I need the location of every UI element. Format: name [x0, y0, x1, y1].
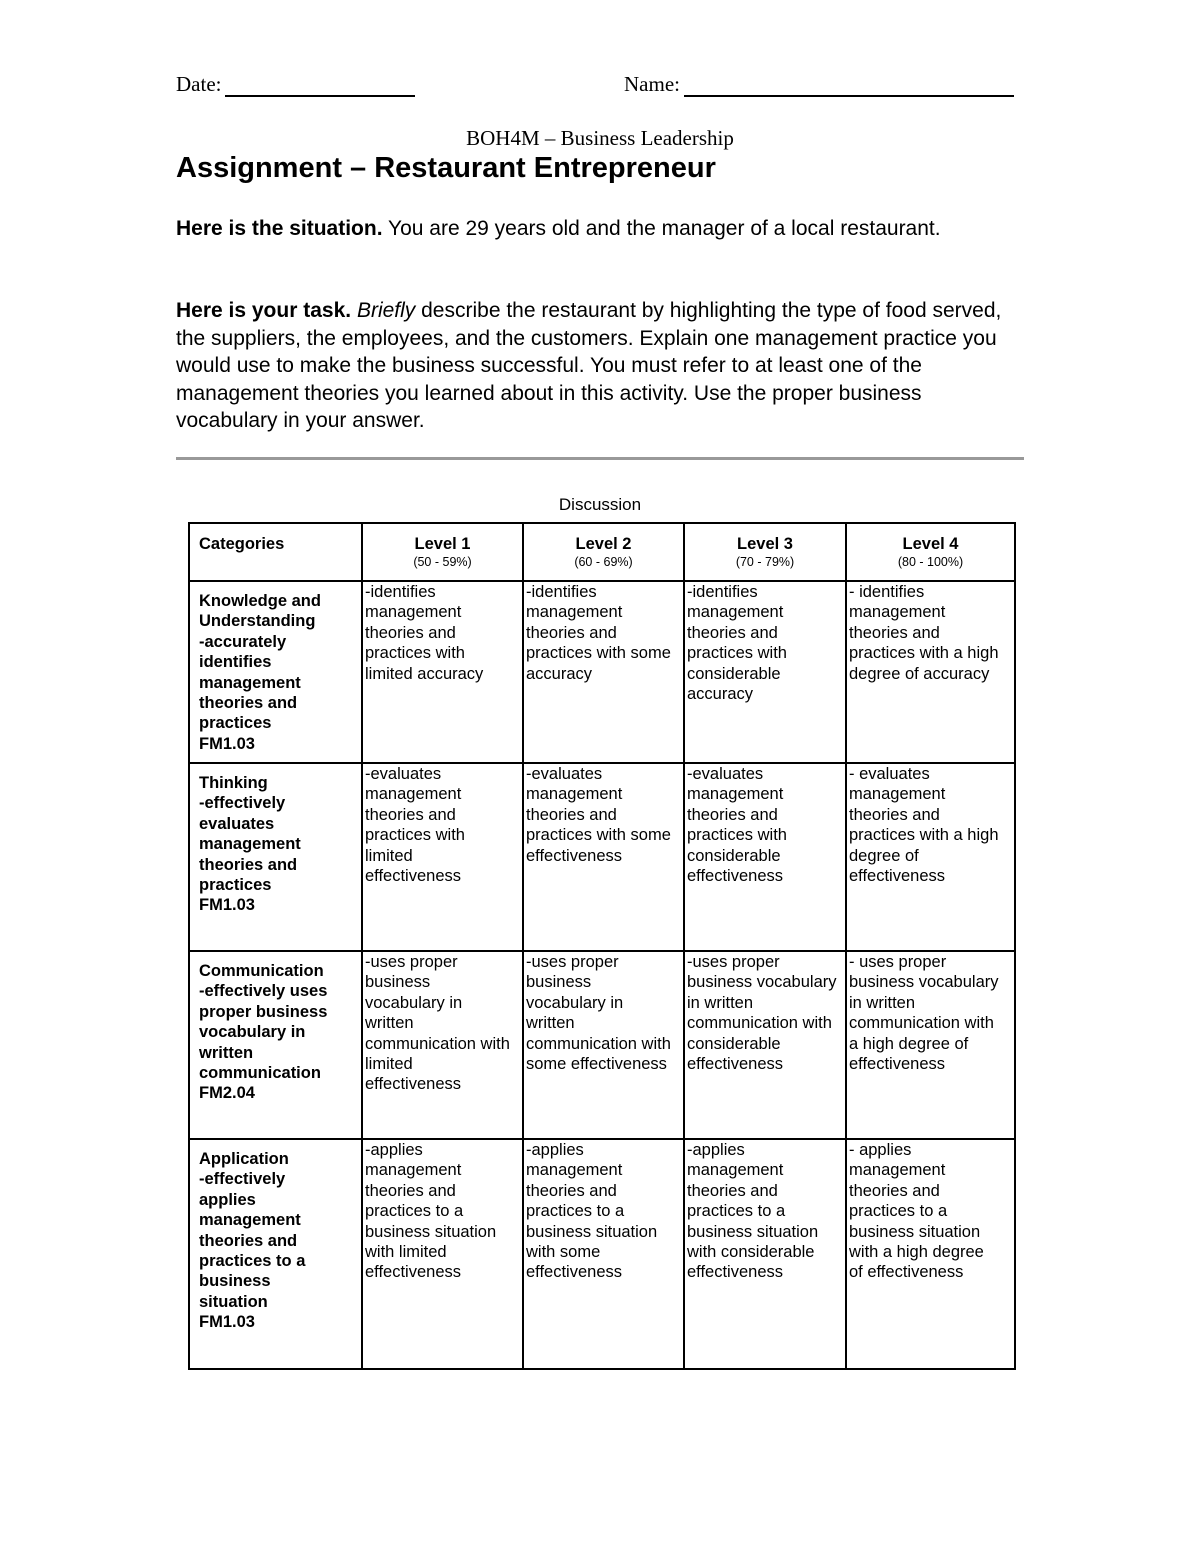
name-field[interactable] [624, 72, 1014, 97]
category-line: FM1.03 [199, 896, 255, 915]
rubric-category [189, 763, 362, 951]
situation-text: You are 29 years old and the manager of a local restaurant. [382, 217, 941, 240]
rubric-cell-level-4 [846, 951, 1015, 1139]
descriptor-line: theories and [365, 623, 456, 642]
category-line: theories and [199, 1231, 298, 1250]
descriptor-line: in written [849, 993, 916, 1012]
rubric-category [189, 951, 362, 1139]
category-line: management [199, 673, 301, 692]
category-line: applies [199, 1190, 256, 1209]
descriptor-line: business [526, 973, 592, 992]
descriptor-line: written [365, 1014, 414, 1033]
task-emphasis: Briefly [356, 299, 416, 322]
rubric-caption: Discussion [558, 495, 642, 514]
descriptor-line: -applies [365, 1141, 423, 1159]
descriptor-line: business situation [365, 1222, 497, 1241]
category-line: identifies [199, 653, 272, 672]
descriptor-line: management [365, 603, 462, 622]
date-field[interactable] [176, 72, 415, 97]
descriptor-line: considerable [687, 664, 781, 683]
descriptor-line: management [687, 603, 784, 622]
descriptor-line: theories and [849, 805, 940, 824]
descriptor-line: practices with some [526, 644, 671, 663]
descriptor-line: with considerable [687, 1243, 815, 1262]
descriptor-line: in written [687, 993, 754, 1012]
rubric-cell-level-2 [523, 763, 684, 951]
descriptor-line: limited [365, 846, 413, 865]
rubric-header-row [189, 523, 1015, 581]
situation-label: Here is the situation. [176, 217, 383, 240]
name-label: Name: [624, 72, 680, 96]
category-line: situation [199, 1292, 268, 1311]
descriptor-line: theories and [849, 623, 940, 642]
category-line: management [199, 1211, 301, 1230]
descriptor-line: management [365, 1161, 462, 1180]
date-label: Date: [176, 72, 222, 96]
descriptor-line: practices with [365, 826, 465, 845]
category-line: -effectively [199, 1170, 286, 1189]
descriptor-line: - evaluates [849, 765, 930, 783]
descriptor-line: business situation [526, 1222, 658, 1241]
descriptor-line: management [687, 1161, 784, 1180]
level-3-range: (70 - 79%) [735, 555, 795, 570]
category-line: theories and [199, 694, 298, 713]
descriptor-line: accuracy [526, 664, 593, 683]
descriptor-line: limited [365, 1055, 413, 1074]
descriptor-line: communication with [365, 1034, 510, 1053]
rubric-row [189, 1139, 1015, 1369]
rubric-cell-level-3 [684, 581, 846, 763]
descriptor-line: practices with [687, 644, 787, 663]
descriptor-line: effectiveness [687, 1263, 784, 1282]
descriptor-line: practices to a [687, 1202, 786, 1221]
descriptor-line: management [849, 603, 946, 622]
section-divider [176, 457, 1024, 460]
descriptor-line: management [687, 785, 784, 804]
name-blank-line[interactable] [684, 73, 1014, 97]
descriptor-line: -applies [687, 1141, 745, 1159]
task-text: describe the restaurant by highlighting the type of food served, the suppliers, the employees, and the customers. Explain one management practice you would use to make the business successful. You must refer to at least one of the management theories you learned about in this activity. Use the proper business vocabulary in your answer. [176, 299, 1002, 432]
descriptor-line: limited accuracy [365, 664, 484, 683]
rubric-cell-level-1 [362, 763, 523, 951]
descriptor-line: degree of accuracy [849, 664, 990, 683]
rubric-row [189, 763, 1015, 951]
descriptor-line: theories and [526, 623, 617, 642]
descriptor-line: degree of [849, 846, 919, 865]
column-header-level-3: Level 3 (70 - 79%) [684, 523, 846, 581]
descriptor-line: theories and [687, 1181, 778, 1200]
descriptor-line: effectiveness [687, 1055, 784, 1074]
descriptor-line: -applies [526, 1141, 584, 1159]
rubric-cell-level-3 [684, 1139, 846, 1369]
descriptor-line: effectiveness [849, 867, 946, 886]
task-label: Here is your task. [176, 299, 352, 322]
descriptor-line: practices to a [365, 1202, 464, 1221]
descriptor-line: practices with [687, 826, 787, 845]
rubric-cell-level-4 [846, 581, 1015, 763]
category-line: management [199, 835, 301, 854]
rubric-cell-level-4 [846, 1139, 1015, 1369]
category-line: -effectively [199, 794, 286, 813]
category-line: FM1.03 [199, 1313, 255, 1332]
category-line: practices to a [199, 1252, 306, 1271]
rubric-cell-level-2 [523, 581, 684, 763]
level-4-range: (80 - 100%) [897, 555, 964, 570]
category-line: business [199, 1272, 271, 1291]
category-line: -accurately [199, 632, 287, 651]
descriptor-line: vocabulary in [365, 993, 463, 1012]
rubric-category [189, 1139, 362, 1369]
category-line: practices [199, 714, 272, 733]
descriptor-line: vocabulary in [526, 993, 624, 1012]
level-2-range: (60 - 69%) [574, 555, 633, 570]
descriptor-line: practices with [365, 644, 465, 663]
category-line: Thinking [199, 774, 268, 792]
descriptor-line: considerable [687, 846, 781, 865]
category-line: Understanding [199, 612, 316, 631]
descriptor-line: business vocabulary [849, 973, 999, 992]
descriptor-line: theories and [687, 805, 778, 824]
descriptor-line: -evaluates [365, 765, 442, 783]
descriptor-line: -identifies [365, 583, 436, 601]
descriptor-line: practices with a high [849, 644, 999, 663]
descriptor-line: practices to a [849, 1202, 948, 1221]
descriptor-line: communication with [687, 1014, 832, 1033]
descriptor-line: business situation [849, 1222, 981, 1241]
column-header-categories: Categories [189, 523, 362, 581]
descriptor-line: theories and [526, 1181, 617, 1200]
descriptor-line: -identifies [687, 583, 758, 601]
rubric-body [189, 581, 1015, 1369]
column-header-level-1: Level 1 (50 - 59%) [362, 523, 523, 581]
descriptor-line: theories and [526, 805, 617, 824]
descriptor-line: written [526, 1014, 575, 1033]
date-blank-line[interactable] [225, 73, 415, 97]
task-paragraph [176, 297, 1026, 435]
column-header-level-4: Level 4 (80 - 100%) [846, 523, 1015, 581]
category-line: practices [199, 876, 272, 895]
category-line: theories and [199, 855, 298, 874]
descriptor-line: -uses proper [365, 953, 458, 971]
category-line: FM2.04 [199, 1084, 255, 1103]
category-line: Application [199, 1150, 289, 1168]
descriptor-line: effectiveness [365, 1263, 462, 1282]
descriptor-line: business situation [687, 1222, 819, 1241]
category-line: Communication [199, 962, 324, 980]
descriptor-line: some effectiveness [526, 1055, 667, 1074]
descriptor-line: communication with [526, 1034, 671, 1053]
descriptor-line: theories and [365, 805, 456, 824]
descriptor-line: with some [526, 1243, 601, 1262]
situation-paragraph [176, 215, 1026, 243]
course-code: BOH4M – Business Leadership [466, 126, 734, 150]
descriptor-line: management [849, 785, 946, 804]
descriptor-line: practices to a [526, 1202, 625, 1221]
header-fields [176, 72, 1026, 102]
descriptor-line: management [849, 1161, 946, 1180]
descriptor-line: with a high degree [849, 1243, 984, 1262]
descriptor-line: - uses proper [849, 953, 947, 971]
rubric-category [189, 581, 362, 763]
descriptor-line: effectiveness [687, 867, 784, 886]
descriptor-line: management [365, 785, 462, 804]
category-line: vocabulary in [199, 1023, 306, 1042]
rubric-cell-level-2 [523, 1139, 684, 1369]
level-1-range: (50 - 59%) [413, 555, 472, 570]
descriptor-line: business [365, 973, 431, 992]
rubric-cell-level-3 [684, 763, 846, 951]
category-line: -effectively uses [199, 982, 328, 1001]
rubric-cell-level-1 [362, 951, 523, 1139]
descriptor-line: practices with some [526, 826, 671, 845]
descriptor-line: effectiveness [365, 1075, 462, 1094]
category-line: FM1.03 [199, 734, 255, 753]
descriptor-line: -uses proper [526, 953, 619, 971]
rubric-row [189, 951, 1015, 1139]
descriptor-line: practices with a high [849, 826, 999, 845]
rubric-cell-level-1 [362, 1139, 523, 1369]
descriptor-line: with limited [365, 1243, 447, 1262]
descriptor-line: -uses proper [687, 953, 780, 971]
descriptor-line: business vocabulary [687, 973, 837, 992]
descriptor-line: effectiveness [849, 1055, 946, 1074]
rubric-cell-level-3 [684, 951, 846, 1139]
category-line: Knowledge and [199, 592, 321, 610]
descriptor-line: management [526, 1161, 623, 1180]
rubric-cell-level-1 [362, 581, 523, 763]
descriptor-line: a high degree of [849, 1034, 969, 1053]
category-line: communication [199, 1064, 321, 1083]
rubric-cell-level-2 [523, 951, 684, 1139]
category-line: proper business [199, 1002, 328, 1021]
descriptor-line: management [526, 785, 623, 804]
descriptor-line: of effectiveness [849, 1263, 964, 1282]
rubric-table [188, 522, 1016, 1370]
descriptor-line: theories and [849, 1181, 940, 1200]
descriptor-line: communication with [849, 1014, 994, 1033]
descriptor-line: theories and [365, 1181, 456, 1200]
rubric-row [189, 581, 1015, 763]
descriptor-line: accuracy [687, 685, 754, 704]
descriptor-line: -identifies [526, 583, 597, 601]
descriptor-line: management [526, 603, 623, 622]
column-header-level-2: Level 2 (60 - 69%) [523, 523, 684, 581]
descriptor-line: effectiveness [365, 867, 462, 886]
descriptor-line: theories and [687, 623, 778, 642]
descriptor-line: - identifies [849, 583, 925, 601]
descriptor-line: - applies [849, 1141, 912, 1159]
assignment-title: Assignment – Restaurant Entrepreneur [176, 152, 716, 184]
descriptor-line: considerable [687, 1034, 781, 1053]
descriptor-line: effectiveness [526, 846, 623, 865]
rubric-cell-level-4 [846, 763, 1015, 951]
category-line: written [199, 1043, 254, 1062]
descriptor-line: effectiveness [526, 1263, 623, 1282]
descriptor-line: -evaluates [526, 765, 603, 783]
descriptor-line: -evaluates [687, 765, 764, 783]
category-line: evaluates [199, 814, 275, 833]
